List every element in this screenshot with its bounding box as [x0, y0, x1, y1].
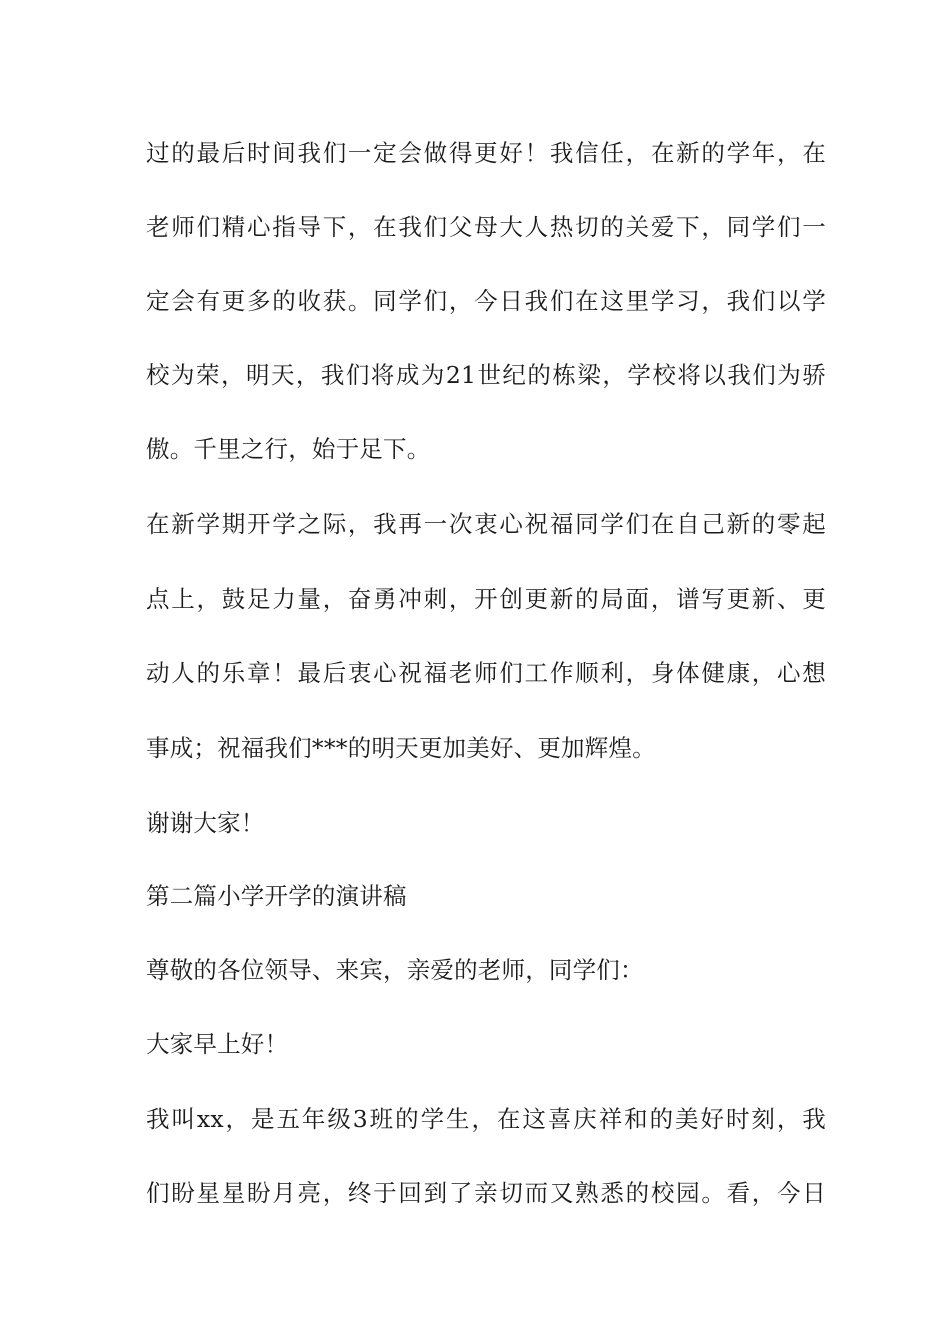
text-line: 谢谢大家！	[146, 809, 265, 837]
text-line: 动人的乐章！最后衷心祝福老师们工作顺利，身体健康，心想	[146, 659, 826, 687]
section-heading: 第二篇小学开学的演讲稿	[146, 882, 407, 910]
text-line: 傲。千里之行，始于足下。	[146, 435, 431, 463]
text-line: 老师们精心指导下，在我们父母大人热切的关爱下，同学们一	[146, 213, 826, 241]
text-line: 大家早上好！	[146, 1030, 289, 1058]
text-line: 我叫xx，是五年级3班的学生，在这喜庆祥和的美好时刻，我	[146, 1105, 826, 1133]
text-line: 过的最后时间我们一定会做得更好！我信任，在新的学年，在	[146, 139, 826, 167]
text-line: 尊敬的各位领导、来宾，亲爱的老师，同学们：	[146, 956, 644, 984]
text-line: 定会有更多的收获。同学们，今日我们在这里学习，我们以学	[146, 287, 826, 315]
text-line: 事成；祝福我们***的明天更加美好、更加辉煌。	[146, 734, 656, 762]
text-line: 们盼星星盼月亮，终于回到了亲切而又熟悉的校园。看，今日	[146, 1179, 826, 1207]
text-line: 在新学期开学之际，我再一次衷心祝福同学们在自己新的零起	[146, 510, 826, 538]
text-line: 点上，鼓足力量，奋勇冲刺，开创更新的局面，谱写更新、更	[146, 585, 826, 613]
text-line: 校为荣，明天，我们将成为21世纪的栋梁，学校将以我们为骄	[146, 361, 826, 389]
